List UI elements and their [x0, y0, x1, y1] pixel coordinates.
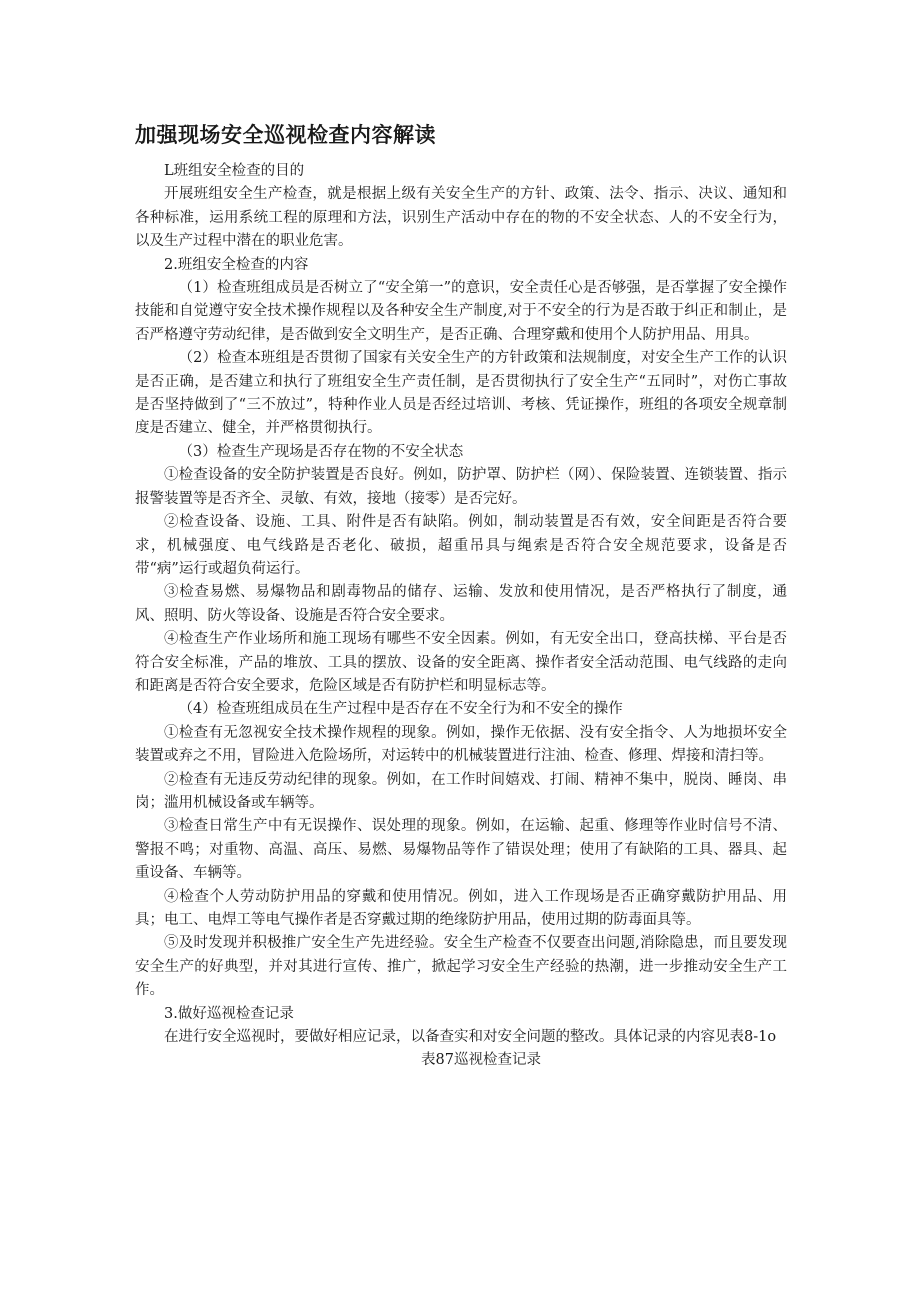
paragraph-item-4-5: ⑤及时发现并积极推广安全生产先进经验。安全生产检查不仅要查出问题,消除隐患，而且要发现安全生产的好典型，并对其进行宣传、推广，掀起学习安全生产经验的热潮，进一步推动安全生产工作。	[135, 935, 787, 999]
paragraph-item-4-4: ④检查个人劳动防护用品的穿戴和使用情况。例如，进入工作现场是否正确穿戴防护用品、用具；电工、电焊工等电气操作者是否穿戴过期的绝缘防护用品，使用过期的防毒面具等。	[135, 888, 787, 928]
document-title: 加强现场安全巡视检查内容解读	[135, 123, 436, 147]
section-heading-content: 2.班组安全检查的内容	[164, 256, 309, 273]
paragraph-purpose: 开展班组安全生产检查，就是根据上级有关安全生产的方针、政策、法令、指示、决议、通知和各种标准，运用系统工程的原理和方法，识别生产活动中存在的物的不安全状态、人的不安全行为，以及生产过程中潜在的职业危害。	[135, 186, 787, 250]
paragraph-records: 在进行安全巡视时，要做好相应记录，以备查实和对安全问题的整改。具体记录的内容见表8-1o	[164, 1029, 777, 1046]
paragraph-item-3-3: ③检查易燃、易爆物品和剧毒物品的储存、运输、发放和使用情况，是否严格执行了制度，通风、照明、防火等设备、设施是否符合安全要求。	[135, 584, 787, 624]
paragraph-item-3-2: ②检查设备、设施、工具、附件是否有缺陷。例如，制动装置是否有效，安全间距是否符合要求，机械强度、电气线路是否老化、破损，超重吊具与绳索是否符合安全规范要求，设备是否带“病”运行或超负荷运行。	[135, 514, 787, 577]
table-caption: 表87巡视检查记录	[421, 1052, 541, 1069]
subheading-item-4: （4）检查班组成员在生产过程中是否存在不安全行为和不安全的操作	[178, 701, 623, 718]
paragraph-item-2: （2）检查本班组是否贯彻了国家有关安全生产的方针政策和法规制度，对安全生产工作的认识是否正确，是否建立和执行了班组安全生产责任制，是否贯彻执行了安全生产“五同时”，对伤亡事故是否坚持做到了“三不放过”，特种作业人员是否经过培训、考核、凭证操作，班组的各项安全规章制度是否建立、健全，并严格贯彻执行。	[135, 350, 787, 437]
paragraph-item-4-2: ②检查有无违反劳动纪律的现象。例如，在工作时间嬉戏、打闹、精神不集中，脱岗、睡岗、串岗；滥用机械设备或车辆等。	[135, 771, 787, 811]
document-body	[135, 160, 787, 1073]
section-heading-records: 3.做好巡视检查记录	[164, 1005, 294, 1022]
paragraph-item-3-4: ④检查生产作业场所和施工现场有哪些不安全因素。例如，有无安全出口，登高扶梯、平台是否符合安全标准，产品的堆放、工具的摆放、设备的安全距离、操作者安全活动范围、电气线路的走向和距离是否符合安全要求，危险区域是否有防护栏和明显标志等。	[135, 631, 787, 694]
paragraph-item-3-1: ①检查设备的安全防护装置是否良好。例如，防护罩、防护栏（网）、保险装置、连锁装置、指示报警装置等是否齐全、灵敏、有效，接地（接零）是否完好。	[135, 467, 787, 507]
paragraph-item-4-3: ③检查日常生产中有无误操作、误处理的现象。例如，在运输、起重、修理等作业时信号不清、警报不鸣；对重物、高温、高压、易燃、易爆物品等作了错误处理；使用了有缺陷的工具、器具、起重设备、车辆等。	[135, 818, 787, 882]
section-heading-purpose: L班组安全检查的目的	[164, 163, 305, 179]
subheading-item-3: （3）检查生产现场是否存在物的不安全状态	[178, 443, 464, 460]
paragraph-item-4-1: ①检查有无忽视安全技术操作规程的现象。例如，操作无依据、没有安全指令、人为地损坏安全装置或弃之不用，冒险进入危险场所，对运转中的机械装置进行注油、检查、修理、焊接和清扫等。	[135, 724, 787, 765]
paragraph-item-1: （1）检查班组成员是否树立了“安全第一”的意识，安全责任心是否够强，是否掌握了安全操作技能和自觉遵守安全技术操作规程以及各种安全生产制度,对于不安全的行为是否敢于纠正和制止，是否严格遵守劳动纪律，是否做到安全文明生产，是否正确、合理穿戴和使用个人防护用品、用具。	[135, 280, 787, 343]
